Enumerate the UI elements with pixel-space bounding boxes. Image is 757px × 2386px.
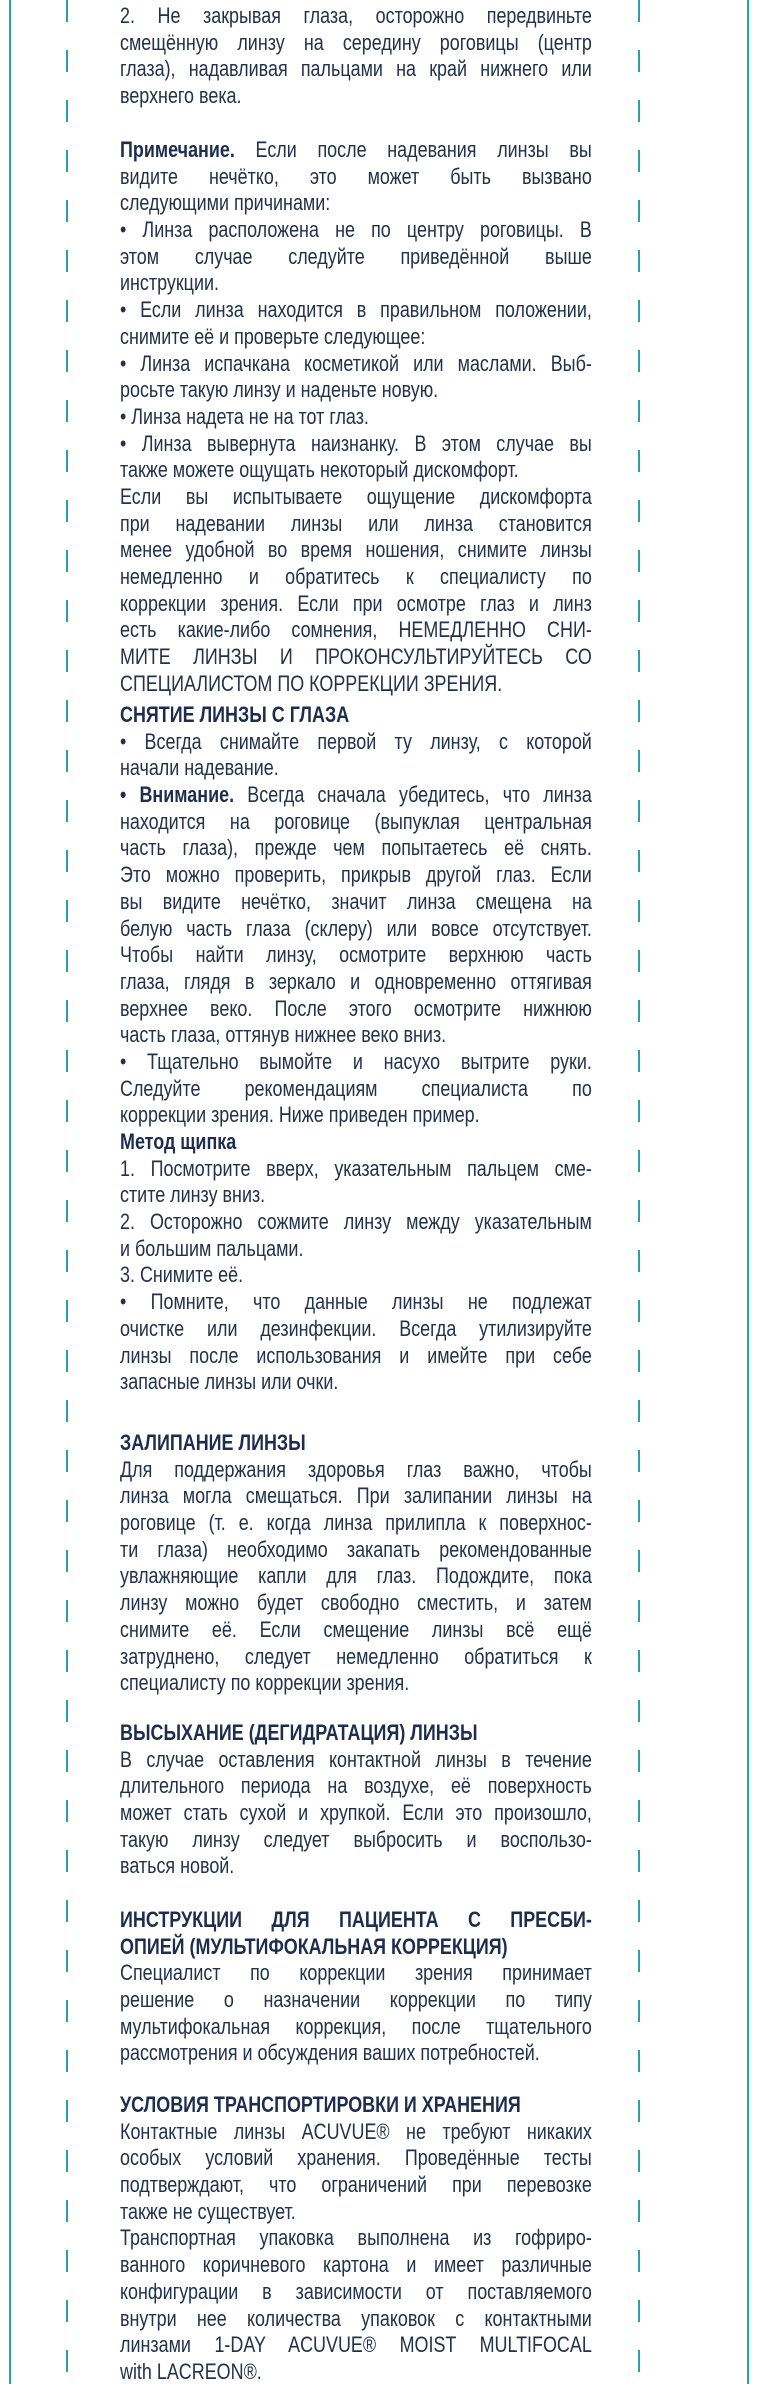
bold-lead: Примечание. (120, 137, 235, 162)
text-line: очистке или дезинфекции. Всегда утилизируйте (120, 1315, 592, 1341)
left-cut-line (66, 0, 68, 2384)
text-line: увлажняющие капли для глаз. Подождите, пока (120, 1563, 592, 1589)
paragraph (120, 2119, 592, 2226)
text-line: 2. Осторожно сожмите линзу между указательным (120, 1209, 592, 1235)
text-line: ваться новой. (120, 1853, 235, 1879)
text-line: МИТЕ ЛИНЗЫ И ПРОКОНСУЛЬТИРУЙТЕСЬ СО (120, 644, 592, 670)
paragraph (120, 137, 592, 217)
section-heading (120, 1720, 592, 1747)
text-line: часть глаза), прежде чем попытаетесь её снять. (120, 835, 592, 861)
text-line: вы видите нечётко, значит линза смещена на (120, 888, 592, 914)
text-line: запасные линзы или очки. (120, 1369, 339, 1395)
paragraph (120, 1289, 592, 1396)
text-line: находится на роговице (выпуклая центральная (120, 808, 592, 834)
text-line: Специалист по коррекции зрения принимает (120, 1960, 592, 1986)
text-line: • Всегда снимайте первой ту линзу, с которой (120, 728, 592, 754)
paragraph (120, 729, 592, 782)
text-line: глаза), надавливая пальцами на край нижнего или (120, 56, 592, 82)
section-heading (120, 2092, 592, 2119)
paragraph (120, 2225, 592, 2385)
heading-line: ЗАЛИПАНИЕ ЛИНЗЫ (120, 1430, 306, 1455)
text-line: • Линза расположена не по центру роговицы. В (120, 217, 592, 243)
text-line: • Тщательно вымойте и насухо вытрите руки. (120, 1048, 592, 1074)
text-line: Это можно проверить, прикрыв другой глаз. Если (120, 862, 592, 888)
section-lens-removal (120, 702, 592, 1396)
section-heading (120, 702, 592, 729)
paragraph (120, 1457, 592, 1697)
text-line: видите нечётко, это может быть вызвано (120, 163, 592, 189)
text-line: следующими причинами: (120, 190, 331, 216)
section-heading (120, 1907, 592, 1960)
section-heading (120, 1430, 592, 1457)
text-line: • Помните, что данные линзы не подлежат (120, 1289, 592, 1315)
text-line: ти глаза) необходимо закапать рекомендованные (120, 1536, 592, 1562)
right-cut-line (638, 0, 640, 2384)
text-line: рассмотрения и обсуждения ваших потребностей. (120, 2040, 540, 2066)
text-line: белую часть глаза (склеру) или вовсе отсутствует. (120, 915, 592, 941)
paragraph (120, 1262, 592, 1289)
text-line: Чтобы найти линзу, осмотрите верхнюю часть (120, 942, 592, 968)
text-line: with LACREON®. (120, 2358, 262, 2384)
paragraph (120, 1960, 592, 2067)
text-line (120, 782, 592, 809)
section-note (120, 137, 592, 697)
text-line: внутри нее количества упаковок с контактными (120, 2305, 592, 2331)
text-line: • Линза вывернута наизнанку. В этом случае вы (120, 430, 592, 456)
text-line: Для поддержания здоровья глаз важно, чтобы (120, 1456, 592, 1482)
heading-line: УСЛОВИЯ ТРАНСПОРТИРОВКИ И ХРАНЕНИЯ (120, 2092, 521, 2117)
text-line: немедленно и обратитесь к специалисту по (120, 564, 592, 589)
text-line: также можете ощущать некоторый дискомфорт. (120, 457, 519, 483)
text-line: коррекции зрения. Если при осмотре глаз и линз (120, 590, 592, 616)
text-line: Контактные линзы ACUVUE® не требуют никаких (120, 2118, 592, 2144)
text-line (120, 137, 592, 164)
line-text: Всегда сначала убедитесь, что линза (234, 782, 592, 808)
text-line: • Линза испачкана косметикой или маслами. Выб- (120, 350, 592, 376)
text-line: линзы после использования и имейте при себе (120, 1342, 592, 1368)
text-line: инструкции. (120, 270, 219, 296)
text-line: особых условий хранения. Проведённые тесты (120, 2145, 592, 2171)
text-line: ванного коричневого картона и имеет различные (120, 2252, 592, 2278)
text-line: специалисту по коррекции зрения. (120, 1670, 410, 1696)
heading-line: ОПИЕЙ (МУЛЬТИФОКАЛЬНАЯ КОРРЕКЦИЯ) (120, 1933, 508, 1959)
text-line: есть какие-либо сомнения, НЕМЕДЛЕННО СНИ- (120, 617, 592, 643)
text-line: часть глаза, оттянув нижнее веко вниз. (120, 1022, 447, 1048)
text-line: и большим пальцами. (120, 1235, 304, 1261)
text-line: глаза, глядя в зеркало и одновременно оттягивая (120, 968, 592, 994)
section-lens-dehydration (120, 1720, 592, 1880)
paragraph (120, 782, 592, 1049)
paragraph (120, 1156, 592, 1209)
text-line: росьте такую линзу и наденьте новую. (120, 377, 439, 403)
text-line: снимите её и проверьте следующее: (120, 323, 426, 349)
text-line: этом случае следуйте приведённой выше (120, 243, 592, 269)
text-line: мультифокальная коррекция, после тщательного (120, 2013, 592, 2039)
text-line: Если вы испытываете ощущение дискомфорта (120, 483, 592, 509)
text-line: верхнего века. (120, 83, 242, 109)
text-line: верхнее веко. После этого осмотрите нижнюю (120, 995, 592, 1021)
paragraph (120, 431, 592, 484)
text-line: • Линза надета не на тот глаз. (120, 403, 369, 429)
line-text: Если после надевания линзы вы (234, 137, 592, 162)
section-presbyopia-instructions (120, 1907, 592, 2067)
heading-line: ВЫСЫХАНИЕ (ДЕГИДРАТАЦИЯ) ЛИНЗЫ (120, 1720, 478, 1745)
paragraph (120, 297, 592, 350)
text-line: линзами 1-DAY ACUVUE® MOIST MULTIFOCAL (120, 2332, 592, 2358)
text-line: конфигурации в зависимости от поставляемого (120, 2278, 592, 2304)
text-line: такую линзу следует выбросить и воспользо- (120, 1826, 592, 1852)
text-line: линзу можно будет свободно сместить, и затем (120, 1590, 592, 1616)
heading-line: СНЯТИЕ ЛИНЗЫ С ГЛАЗА (120, 702, 350, 727)
text-line: снимите её. Если смещение линзы всё ещё (120, 1616, 592, 1642)
text-line: Транспортная упаковка выполнена из гофриро- (120, 2225, 592, 2251)
text-line: смещённую линзу на середину роговицы (центр (120, 29, 592, 55)
paragraph (120, 351, 592, 404)
right-border-line (747, 0, 749, 2384)
section-heading (120, 1129, 592, 1156)
text-line: Следуйте рекомендациям специалиста по (120, 1075, 592, 1101)
text-line: СПЕЦИАЛИСТОМ ПО КОРРЕКЦИИ ЗРЕНИЯ. (120, 670, 503, 696)
section-lens-centering-step (120, 3, 592, 110)
text-line: решение о назначении коррекции по типу (120, 1987, 592, 2013)
text-line: длительного периода на воздухе, её поверхность (120, 1773, 592, 1799)
paragraph (120, 217, 592, 297)
text-line: стите линзу вниз. (120, 1182, 266, 1208)
heading-line: ИНСТРУКЦИИ ДЛЯ ПАЦИЕНТА С ПРЕСБИ- (120, 1907, 592, 1932)
text-line: затруднено, следует немедленно обратиться к (120, 1643, 592, 1669)
paragraph (120, 1049, 592, 1129)
paragraph (120, 3, 592, 110)
text-line: может стать сухой и хрупкой. Если это произошло, (120, 1800, 592, 1826)
paragraph (120, 1747, 592, 1880)
text-line: при надевании линзы или линза становится (120, 510, 592, 536)
text-line: • Если линза находится в правильном положении, (120, 297, 592, 323)
text-line: менее удобной во время ношения, снимите линзы (120, 537, 592, 563)
section-transport-storage (120, 2092, 592, 2386)
text-line: 3. Снимите её. (120, 1262, 244, 1288)
text-line: также не существует. (120, 2198, 296, 2224)
text-line: В случае оставления контактной линзы в течение (120, 1746, 592, 1772)
text-line: коррекции зрения. Ниже приведен пример. (120, 1102, 480, 1128)
bold-lead: • Внимание. (120, 782, 235, 808)
text-line: подтверждают, что ограничений при перевозке (120, 2172, 592, 2198)
text-line: линза могла смещаться. При залипании линзы на (120, 1483, 592, 1509)
heading-line: Метод щипка (120, 1129, 237, 1154)
text-line: роговице (т. е. когда линза прилипла к поверхнос- (120, 1510, 592, 1536)
paragraph (120, 484, 592, 698)
text-line: 1. Посмотрите вверх, указательным пальцем сме- (120, 1155, 592, 1181)
paragraph (120, 404, 592, 431)
text-line: начали надевание. (120, 755, 279, 781)
paragraph (120, 1209, 592, 1262)
left-border-line (9, 0, 11, 2384)
text-line: 2. Не закрывая глаза, осторожно передвиньте (120, 3, 592, 28)
section-lens-sticking (120, 1430, 592, 1697)
